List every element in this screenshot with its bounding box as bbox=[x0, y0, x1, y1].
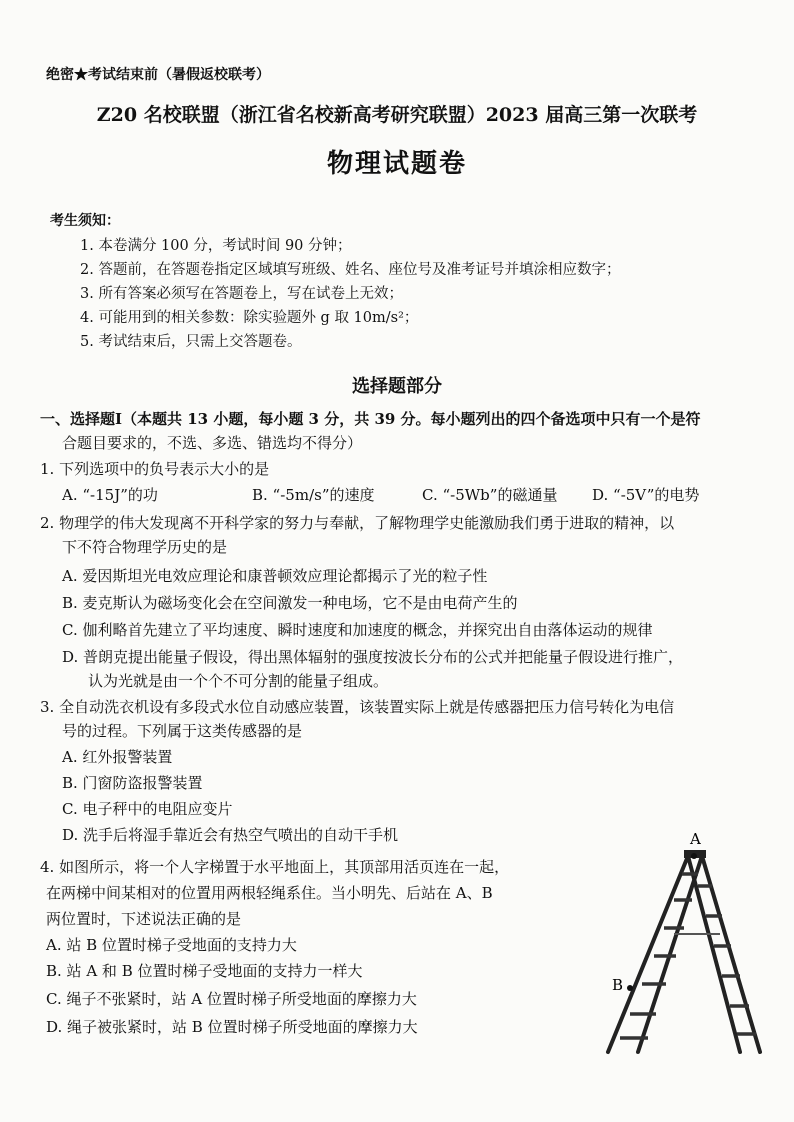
option-c: C. 绳子不张紧时，站 A 位置时梯子所受地面的摩擦力大 bbox=[46, 990, 417, 1008]
point-b-marker bbox=[627, 985, 633, 991]
option-d-cont: 认为光就是由一个个不可分割的能量子组成。 bbox=[88, 672, 389, 690]
notice-item: 4. 可能用到的相关参数：除实验题外 g 取 10m/s²； bbox=[80, 310, 419, 326]
option-row bbox=[0, 484, 794, 504]
option-d: D. “-5V”的电势 bbox=[592, 486, 700, 504]
option-b: B. 站 A 和 B 位置时梯子受地面的支持力一样大 bbox=[46, 962, 363, 980]
label-b: B bbox=[612, 976, 624, 994]
notice-item: 5. 考试结束后，只需上交答题卷。 bbox=[80, 334, 302, 350]
option-c: C. 电子秤中的电阻应变片 bbox=[62, 800, 233, 818]
secret-label: 绝密★考试结束前（暑假返校联考） bbox=[46, 67, 270, 83]
section-title: 选择题部分 bbox=[352, 376, 442, 397]
ladder-rails bbox=[608, 856, 760, 1052]
option-a: A. “-15J”的功 bbox=[62, 486, 158, 504]
question-stem: 下不符合物理学历史的是 bbox=[62, 538, 228, 556]
notice-heading: 考生须知： bbox=[50, 213, 120, 229]
notice-item: 1. 本卷满分 100 分，考试时间 90 分钟； bbox=[80, 238, 352, 254]
option-d: D. 绳子被张紧时，站 B 位置时梯子所受地面的摩擦力大 bbox=[46, 1018, 418, 1036]
option-d: D. 普朗克提出能量子假设，得出黑体辐射的强度按波长分布的公式并把能量子假设进行推广， bbox=[62, 648, 684, 666]
option-b: B. 门窗防盗报警装置 bbox=[62, 774, 203, 792]
question-stem: 1. 下列选项中的负号表示大小的是 bbox=[40, 460, 270, 478]
question-stem: 在两梯中间某相对的位置用两根轻绳系住。当小明先、后站在 A、B bbox=[46, 884, 493, 902]
label-a: A bbox=[690, 830, 701, 848]
exam-subtitle: 物理试题卷 bbox=[326, 149, 467, 179]
question-stem: 号的过程。下列属于这类传感器的是 bbox=[62, 722, 303, 740]
option-c: C. “-5Wb”的磁通量 bbox=[422, 486, 558, 504]
option-b: B. “-5m/s”的速度 bbox=[252, 486, 375, 504]
section-intro: 合题目要求的，不选、多选、错选均不得分） bbox=[62, 434, 363, 452]
ladder-figure bbox=[590, 830, 770, 1062]
option-a: A. 红外报警装置 bbox=[62, 748, 173, 766]
question-stem: 两位置时，下述说法正确的是 bbox=[46, 910, 242, 928]
notice-item: 3. 所有答案必须写在答题卷上，写在试卷上无效； bbox=[80, 286, 403, 302]
ladder-rungs bbox=[620, 874, 756, 1038]
question-stem: 2. 物理学的伟大发现离不开科学家的努力与奉献，了解物理学史能激励我们勇于进取的精神，以 bbox=[40, 514, 675, 532]
option-b: B. 麦克斯认为磁场变化会在空间激发一种电场，它不是由电荷产生的 bbox=[62, 594, 518, 612]
section-intro: 一、选择题Ⅰ（本题共 13 小题，每小题 3 分，共 39 分。每小题列出的四个备选项中只有一个是符 bbox=[40, 410, 701, 428]
question-stem: 4. 如图所示，将一个人字梯置于水平地面上，其顶部用活页连在一起， bbox=[40, 858, 510, 876]
point-a-marker bbox=[691, 853, 697, 859]
option-a: A. 站 B 位置时梯子受地面的支持力大 bbox=[46, 936, 297, 954]
notice-item: 2. 答题前，在答题卷指定区域填写班级、姓名、座位号及准考证号并填涂相应数字； bbox=[80, 262, 621, 278]
option-c: C. 伽利略首先建立了平均速度、瞬时速度和加速度的概念，并探究出自由落体运动的规律 bbox=[62, 621, 653, 639]
question-stem: 3. 全自动洗衣机设有多段式水位自动感应装置，该装置实际上就是传感器把压力信号转化为电信 bbox=[40, 698, 675, 716]
option-a: A. 爱因斯坦光电效应理论和康普顿效应理论都揭示了光的粒子性 bbox=[62, 567, 488, 585]
option-d: D. 洗手后将湿手靠近会有热空气喷出的自动干手机 bbox=[62, 826, 399, 844]
exam-title: Z20 名校联盟（浙江省名校新高考研究联盟）2023 届高三第一次联考 bbox=[96, 104, 698, 126]
